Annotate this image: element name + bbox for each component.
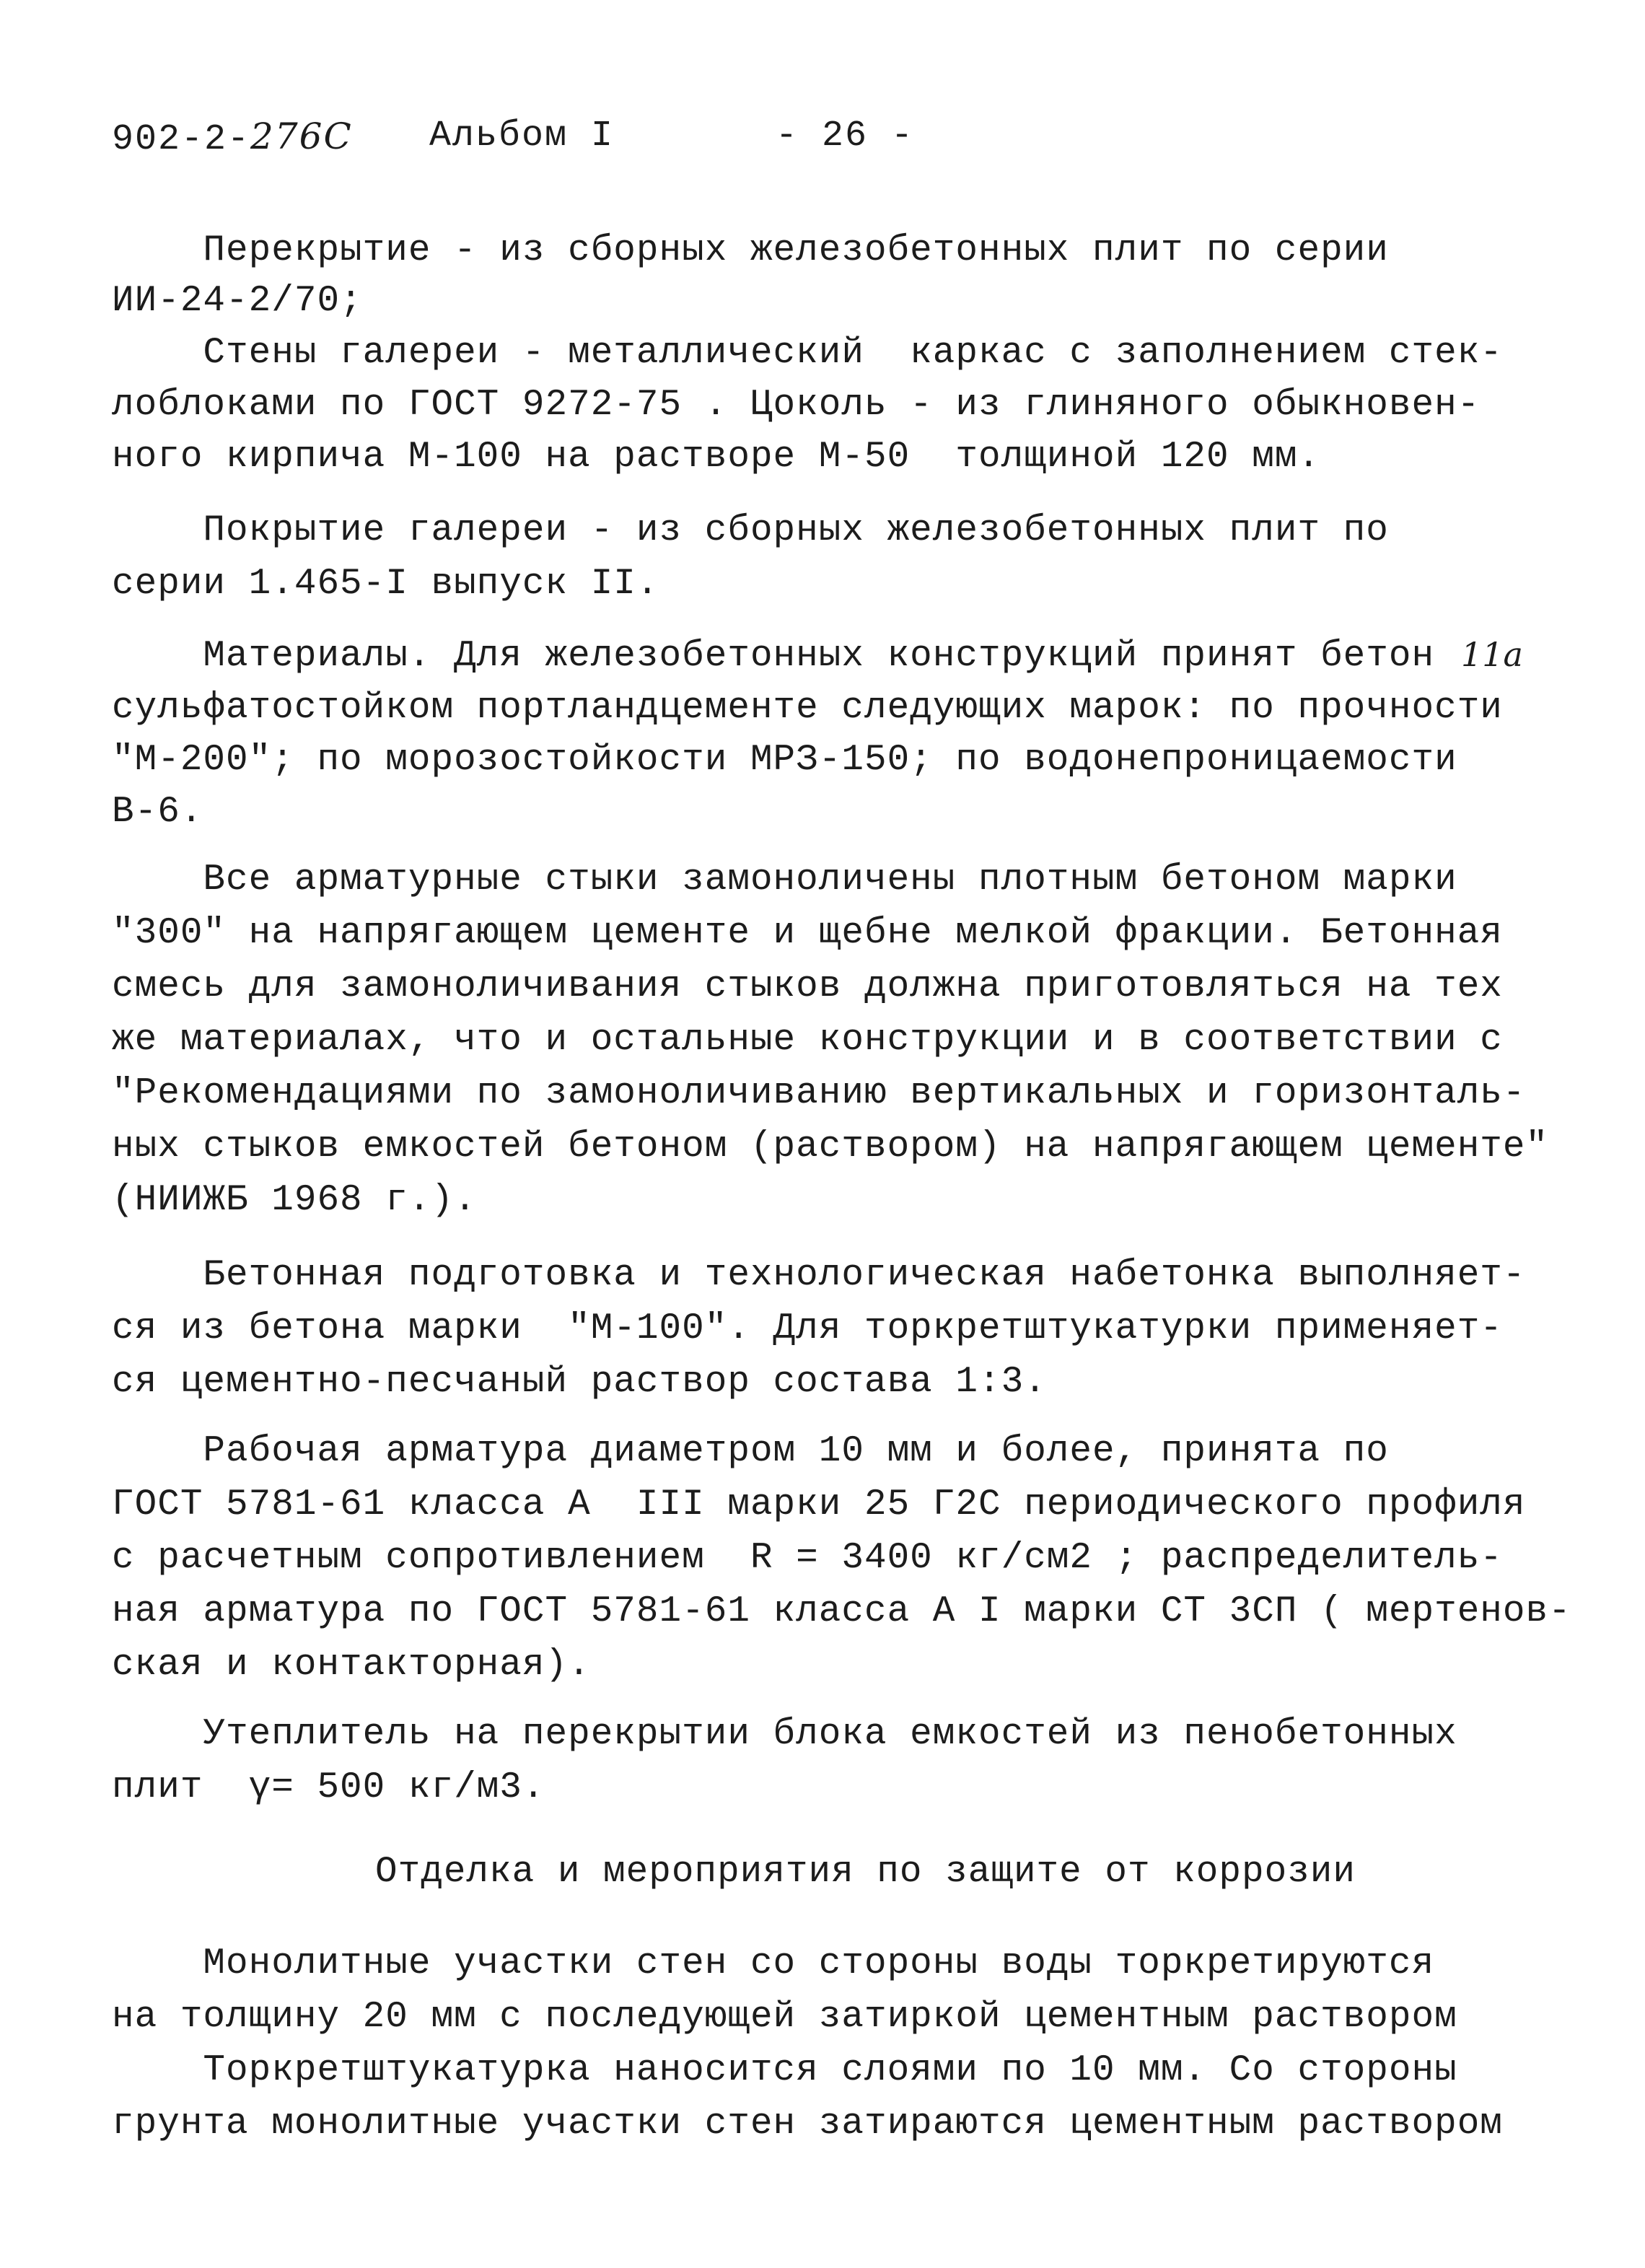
text-line: Перекрытие - из сборных железобетонных плит по серии	[112, 230, 1389, 271]
document-code-prefix: 902-2-	[112, 119, 251, 160]
text-line: серии 1.465-I выпуск II.	[112, 564, 659, 605]
text-line: (НИИЖБ 1968 г.).	[112, 1180, 477, 1221]
album-label: Альбом I	[429, 115, 615, 157]
text-line: же материалах, что и остальные конструкции и в соответствии с	[112, 1020, 1503, 1061]
text-line: "Рекомендациями по замоноличиванию вертикальных и горизонталь-	[112, 1073, 1526, 1114]
text-line: ных стыков емкостей бетоном (раствором) на напрягающем цементе"	[112, 1126, 1549, 1168]
page-number: - 26 -	[776, 115, 915, 157]
text-line: ская и контакторная).	[112, 1645, 591, 1686]
text-line: с расчетным сопротивлением R = 3400 кг/см2 ; распределитель-	[112, 1538, 1503, 1579]
section-heading: Отделка и мероприятия по защите от коррозии	[375, 1852, 1356, 1893]
text-line: В-6.	[112, 792, 203, 833]
text-line: ГОСТ 5781-61 класса А III марки 25 Г2С периодического профиля	[112, 1484, 1526, 1525]
document-code-handwritten: 276С	[250, 115, 353, 157]
text-line: Бетонная подготовка и технологическая набетонка выполняет-	[112, 1255, 1526, 1296]
text-line: Все арматурные стыки замоноличены плотным бетоном марки	[112, 859, 1457, 901]
text-line: Материалы. Для железобетонных конструкций принят бетон	[112, 636, 1435, 677]
text-line: Рабочая арматура диаметром 10 мм и более, принята по	[112, 1431, 1389, 1472]
text-line: сульфатостойком портландцементе следующих марок: по прочности	[112, 688, 1503, 729]
text-line: плит γ= 500 кг/м3.	[112, 1767, 545, 1808]
text-line: "М-200"; по морозостойкости МРЗ-150; по водонепроницаемости	[112, 740, 1457, 781]
margin-handwritten-note: 11а	[1461, 635, 1523, 674]
text-line: Покрытие галереи - из сборных железобетонных плит по	[112, 510, 1389, 551]
text-line: Торкретштукатурка наносится слоями по 10 мм. Со стороны	[112, 2050, 1457, 2091]
document-code	[112, 115, 353, 160]
text-line: лоблоками по ГОСТ 9272-75 . Цоколь - из глиняного обыкновен-	[112, 385, 1480, 426]
text-line: смесь для замоноличивания стыков должна приготовляться на тех	[112, 966, 1503, 1007]
text-line: ная арматура по ГОСТ 5781-61 класса А I марки СТ 3СП ( мертенов-	[112, 1591, 1571, 1632]
text-line: Утеплитель на перекрытии блока емкостей из пенобетонных	[112, 1714, 1457, 1755]
text-line: грунта монолитные участки стен затираются цементным раствором	[112, 2103, 1503, 2145]
text-line: "300" на напрягающем цементе и щебне мелкой фракции. Бетонная	[112, 913, 1503, 954]
text-line: Монолитные участки стен со стороны воды торкретируются	[112, 1943, 1435, 1984]
text-line: на толщину 20 мм с последующей затиркой цементным раствором	[112, 1997, 1457, 2038]
text-line: Стены галереи - металлический каркас с заполнением стек-	[112, 333, 1503, 374]
text-line: ИИ-24-2/70;	[112, 281, 363, 322]
text-line: ся из бетона марки "М-100". Для торкретштукатурки применяет-	[112, 1308, 1503, 1349]
text-line: ся цементно-песчаный раствор состава 1:3.	[112, 1362, 1047, 1403]
text-line: ного кирпича М-100 на растворе М-50 толщиной 120 мм.	[112, 437, 1321, 478]
